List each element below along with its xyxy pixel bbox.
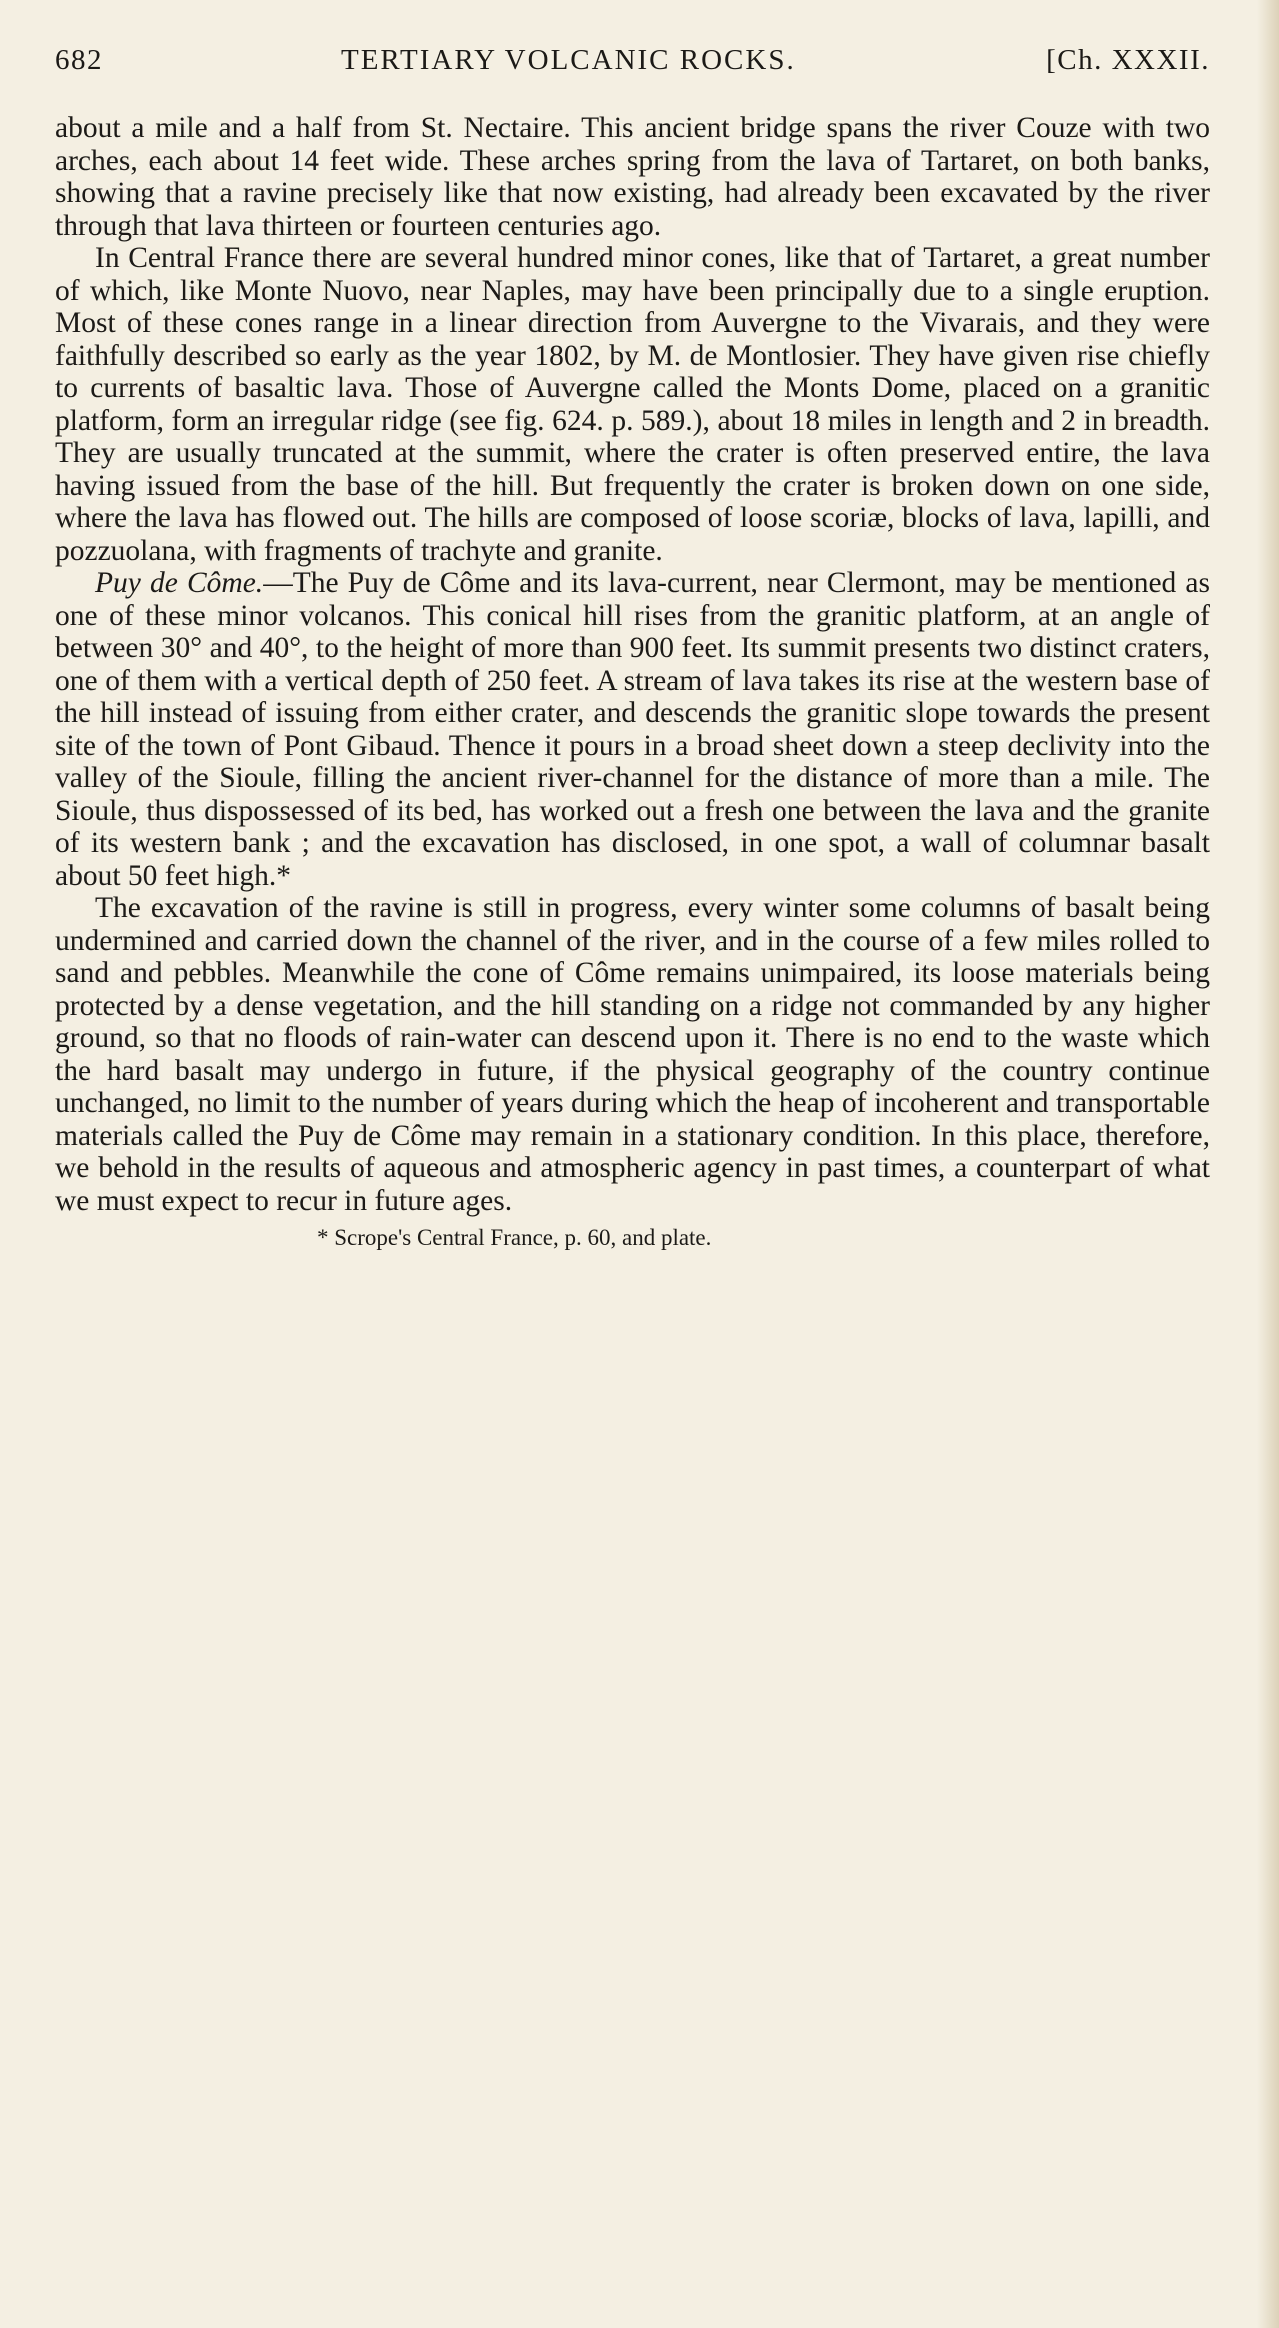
page-number: 682 [55,44,103,76]
footnote: * Scrope's Central France, p. 60, and plate. [317,1225,712,1250]
paragraph [55,567,1210,892]
paragraph-text: —The Puy de Côme and its lava-current, near Clermont, may be mentioned as one of these minor volcanos. This conical hill rises from the granitic platform, at an angle of between 30° and 40°, to the height of more than 900 feet. Its summit presents two distinct craters, one of them with a vertical depth of 250 feet. A stream of lava takes its rise at the western base of the hill instead of issuing from either crater, and descends the granitic slope towards the present site of the town of Pont Gibaud. Thence it pours in a broad sheet down a steep declivity into the valley of the Sioule, filling the ancient river-channel for the distance of more than a mile. The Sioule, thus dispossessed of its bed, has worked out a fresh one between the lava and the granite of its western bank ; and the excavation has disclosed, in one spot, a wall of columnar basalt about 50 feet high.* [55,567,1211,892]
body-text [55,112,1210,1217]
paragraph [55,112,1210,242]
page-edge-shadow [1257,0,1279,2328]
paragraph-text: In Central France there are several hundred minor cones, like that of Tartaret, a great number of which, like Monte Nuovo, near Naples, may have been principally due to a single eruption. Most of these cones range in a linear direction from Auvergne to the Vivarais, and they were faithfully described so early as the year 1802, by M. de Montlosier. They have given rise chiefly to currents of basaltic lava. Those of Auvergne called the Monts Dome, placed on a granitic platform, form an irregular ridge (see fig. 624. p. 589.), about 18 miles in length and 2 in breadth. They are usually truncated at the summit, where the crater is often preserved entire, the lava having issued from the base of the hill. But frequently the crater is broken down on one side, where the lava has flowed out. The hills are composed of loose scoriæ, blocks of lava, lapilli, and pozzuolana, with fragments of trachyte and granite. [55,242,1210,567]
paragraph [55,892,1210,1217]
section-lead: Puy de Côme. [95,567,264,599]
paragraph [55,242,1210,567]
chapter-reference: [Ch. XXXII. [1046,44,1210,76]
running-header [55,40,1210,98]
book-page [55,40,1210,1253]
paragraph-text: about a mile and a half from St. Nectaire. This ancient bridge spans the river Couze with two arches, each about 14 feet wide. These arches spring from the lava of Tartaret, on both banks, showing that a ravine precisely like that now existing, had already been excavated by the river through that lava thirteen or fourteen centuries ago. [55,112,1210,242]
paragraph-text: The excavation of the ravine is still in progress, every winter some columns of basalt being undermined and carried down the channel of the river, and in the course of a few miles rolled to sand and pebbles. Meanwhile the cone of Côme remains unimpaired, its loose materials being protected by a dense vegetation, and the hill standing on a ridge not commanded by any higher ground, so that no floods of rain-water can descend upon it. There is no end to the waste which the hard basalt may undergo in future, if the physical geography of the country continue unchanged, no limit to the number of years during which the heap of incoherent and transportable materials called the Puy de Côme may remain in a stationary condition. In this place, therefore, we behold in the results of aqueous and atmospheric agency in past times, a counterpart of what we must expect to recur in future ages. [55,892,1210,1217]
running-title: TERTIARY VOLCANIC ROCKS. [341,44,796,76]
